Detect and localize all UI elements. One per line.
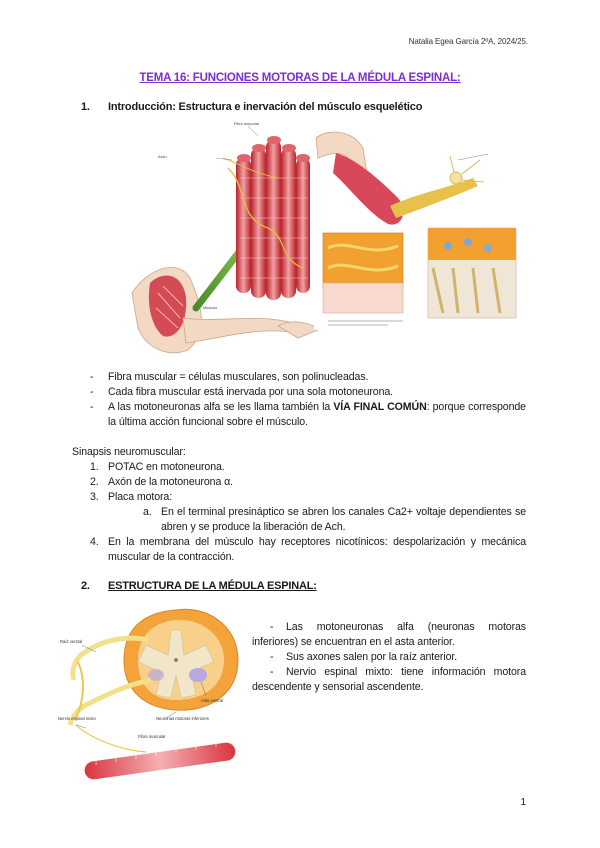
list-marker: 3. bbox=[90, 491, 99, 503]
list-item: - Cada fibra muscular está inervada por una sola motoneurona. bbox=[90, 385, 526, 400]
highlight-final-common-path: VÍA FINAL COMÚN bbox=[333, 401, 427, 413]
figure-label-lower-motor-neurons: Neuronas motoras inferiores bbox=[156, 716, 209, 721]
figure-label-muscle-fiber: Fibra muscular bbox=[138, 734, 166, 739]
section-1-number: 1. bbox=[81, 101, 90, 113]
section-1-bullet-list bbox=[90, 370, 526, 430]
list-marker: 2. bbox=[90, 476, 99, 488]
list-item bbox=[252, 620, 526, 650]
list-item bbox=[90, 400, 526, 430]
list-marker: - bbox=[270, 666, 274, 678]
list-marker: 1. bbox=[90, 461, 99, 473]
list-item bbox=[90, 490, 526, 535]
figure-label-ventral-root: Raíz ventral bbox=[60, 639, 83, 644]
section-2-bullet-list bbox=[252, 620, 526, 695]
list-item-text: Las motoneuronas alfa (neuronas motoras inferiores) se encuentran en el asta anterior. bbox=[252, 621, 526, 648]
list-item-text: Axón de la motoneurona α. bbox=[108, 476, 233, 488]
author-header: Natalia Egea García 2ºA, 2024/25. bbox=[408, 37, 528, 46]
list-marker: 4. bbox=[90, 536, 99, 548]
list-item-text: Placa motora: bbox=[108, 491, 173, 503]
list-item-text: A las motoneuronas alfa se les llama también la bbox=[108, 401, 334, 413]
list-item bbox=[252, 665, 526, 695]
section-1-title: Introducción: Estructura e inervación del músculo esquelético bbox=[108, 101, 423, 113]
list-item-text: : porque corresponde la última acción funcional sobre el músculo. bbox=[108, 401, 526, 428]
figure-label-muscle: Músculo bbox=[203, 306, 218, 310]
section-2-title: ESTRUCTURA DE LA MÉDULA ESPINAL: bbox=[108, 580, 317, 592]
figure-label-muscle-fiber: Fibra muscular bbox=[234, 122, 260, 126]
page-title: TEMA 16: FUNCIONES MOTORAS DE LA MÉDULA ESPINAL: bbox=[139, 72, 461, 84]
spinal-cord-figure bbox=[56, 600, 244, 780]
motor-plate-sublist bbox=[108, 505, 526, 535]
figure-label-axon: Axón bbox=[158, 155, 167, 159]
list-marker: - bbox=[270, 651, 274, 663]
sublist-item bbox=[108, 505, 526, 535]
muscle-innervation-figure bbox=[128, 118, 520, 368]
list-item-text: Sus axones salen por la raíz anterior. bbox=[286, 651, 458, 663]
list-marker: - bbox=[270, 621, 274, 633]
section-2-number: 2. bbox=[81, 580, 90, 592]
list-item-text: Nervio espinal mixto: tiene información motora descendente y sensorial ascendente. bbox=[252, 666, 526, 693]
list-item bbox=[90, 475, 526, 490]
list-item bbox=[90, 535, 526, 565]
list-item bbox=[90, 460, 526, 475]
muscle-fiber-graphic bbox=[83, 742, 236, 780]
figure-label-ventral-horn: Asta ventral bbox=[201, 698, 224, 703]
list-item: - Fibra muscular = células musculares, son polinucleadas. bbox=[90, 370, 526, 385]
synapse-heading: Sinapsis neuromuscular: bbox=[72, 446, 186, 458]
list-item-text: En la membrana del músculo hay receptores nicotínicos: despolarización y mecánica muscular de la contracción. bbox=[108, 536, 526, 563]
list-marker: a. bbox=[143, 506, 152, 518]
list-item bbox=[252, 650, 526, 665]
page-number: 1 bbox=[520, 797, 526, 808]
list-item-text: POTAC en motoneurona. bbox=[108, 461, 225, 473]
muscle-fiber-bundle bbox=[223, 136, 310, 300]
figure-label-spinal-nerve: Nervio espinal mixto bbox=[58, 716, 96, 721]
list-item-text: En el terminal presináptico se abren los canales Ca2+ voltaje dependientes se abren y se produce la liberación de Ach. bbox=[161, 506, 526, 533]
synapse-steps-list bbox=[90, 460, 526, 565]
